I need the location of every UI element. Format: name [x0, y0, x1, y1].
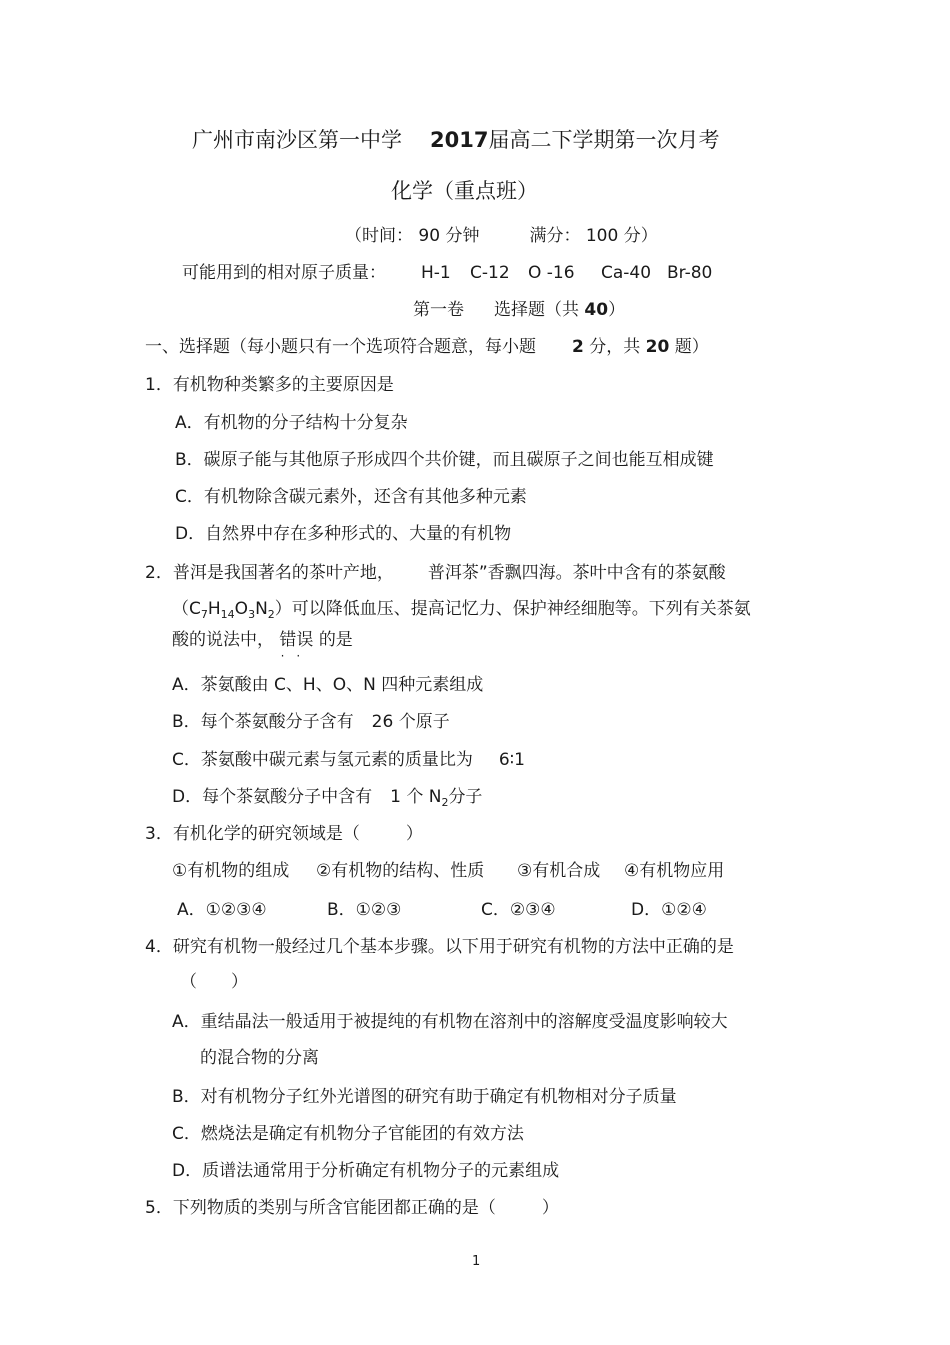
q2-stem-line3	[172, 630, 353, 663]
section-heading	[145, 339, 709, 356]
q2-line3-part2: 的是	[318, 630, 353, 650]
q2-line1-part1: 2．普洱是我国著名的茶叶产地，	[145, 563, 394, 583]
exam-name: 届高二下学期第一次月考	[488, 128, 720, 152]
q2-line1-part2: 普洱茶”香飘四海。茶叶中含有的茶氨酸	[427, 563, 726, 583]
school-name: 广州市南沙区第一中学	[192, 128, 402, 152]
volume-heading	[413, 302, 625, 319]
q4-option-b: B．对有机物分子红外光谱图的研究有助于确定有机物相对分子质量	[172, 1087, 677, 1107]
q3-option-a: A．①②③④	[177, 900, 267, 920]
section-heading-text-3: 题）	[674, 337, 709, 357]
q3-item-4: ④有机物应用	[624, 861, 725, 881]
volume-name: 第一卷	[413, 300, 464, 320]
section-heading-text-2: 分，共	[589, 337, 641, 357]
question-count: 20	[645, 337, 670, 357]
page-number: 1	[472, 1254, 481, 1269]
q2-option-d: D．每个茶氨酸分子中含有 1 个 $N_2$分子	[172, 787, 483, 809]
q4-option-a-line2: 的混合物的分离	[200, 1048, 319, 1068]
time-value: 90	[418, 226, 441, 246]
atomic-mass-h: H-1	[421, 263, 451, 283]
q1-stem: 1．有机物种类繁多的主要原因是	[145, 375, 394, 395]
q2-line2-rest: ）可以降低血压、提高记忆力、保护神经细胞等。下列有关茶氨	[274, 599, 751, 619]
q3-option-c: C．②③④	[481, 900, 556, 920]
q4-option-a-line1: A．重结晶法一般适用于被提纯的有机物在溶剂中的溶解度受温度影响较大	[172, 1012, 728, 1032]
atomic-mass-line	[182, 265, 386, 282]
emphasis-dots: ··	[280, 649, 313, 663]
exam-title	[192, 130, 719, 151]
q4-stem: 4．研究有机物一般经过几个基本步骤。以下用于研究有机物的方法中正确的是	[145, 937, 734, 957]
q2-stem-line2	[172, 599, 751, 621]
q4-answer-paren: （ ）	[180, 972, 248, 992]
atomic-mass-label: 可能用到的相对原子质量：	[182, 263, 386, 283]
exam-year: 2017	[430, 128, 489, 152]
score-label: 满分：	[529, 226, 581, 246]
q5-stem: 5．下列物质的类别与所含官能团都正确的是（ ）	[145, 1198, 559, 1218]
time-label: （时间：	[345, 226, 413, 246]
q3-item-2: ②有机物的结构、性质	[316, 861, 485, 881]
section-heading-text: 一、选择题（每小题只有一个选项符合题意，每小题	[145, 337, 536, 357]
score-value: 100	[585, 226, 619, 246]
q1-option-a: A．有机物的分子结构十分复杂	[175, 413, 408, 433]
q3-option-b: B．①②③	[327, 900, 402, 920]
atomic-mass-o: O -16	[528, 263, 575, 283]
q1-option-c: C．有机物除含碳元素外，还含有其他多种元素	[175, 487, 527, 507]
q3-item-1: ①有机物的组成	[172, 861, 290, 881]
q1-option-d: D．自然界中存在多种形式的、大量的有机物	[175, 524, 512, 544]
q3-stem: 3．有机化学的研究领域是（ ）	[145, 824, 423, 844]
exam-time-score	[345, 228, 658, 245]
emphasis-wrong: 错误 ··	[279, 630, 314, 663]
atomic-mass-br: Br-80	[667, 263, 713, 283]
q2-stem-line1	[145, 565, 726, 582]
q2-line3-part1: 酸的说法中，	[172, 630, 274, 650]
atomic-mass-ca: Ca-40	[601, 263, 652, 283]
volume-close: ）	[608, 300, 626, 320]
volume-title: 选择题（共	[494, 300, 579, 320]
q2-option-b: B．每个茶氨酸分子含有 26 个原子	[172, 712, 450, 732]
q1-option-b: B．碳原子能与其他原子形成四个共价键，而且碳原子之间也能互相成键	[175, 450, 714, 470]
q3-option-d: D．①②④	[631, 900, 707, 920]
theanine-formula: （$C_7H_{14}O_3N_2$	[172, 599, 275, 621]
time-unit: 分钟	[445, 226, 480, 246]
q2-option-a: A．茶氨酸由 C、H、O、N 四种元素组成	[172, 675, 484, 695]
q4-option-d: D．质谱法通常用于分析确定有机物分子的元素组成	[172, 1161, 560, 1181]
score-unit: 分）	[623, 226, 658, 246]
atomic-mass-c: C-12	[470, 263, 510, 283]
q4-option-c: C．燃烧法是确定有机物分子官能团的有效方法	[172, 1124, 524, 1144]
volume-total: 40	[584, 300, 609, 320]
q2-option-c: C．茶氨酸中碳元素与氢元素的质量比为 6∶1	[172, 750, 525, 770]
points-per-question: 2	[572, 337, 584, 357]
q3-item-3: ③有机合成	[517, 861, 601, 881]
subject-title: 化学（重点班）	[391, 179, 538, 203]
